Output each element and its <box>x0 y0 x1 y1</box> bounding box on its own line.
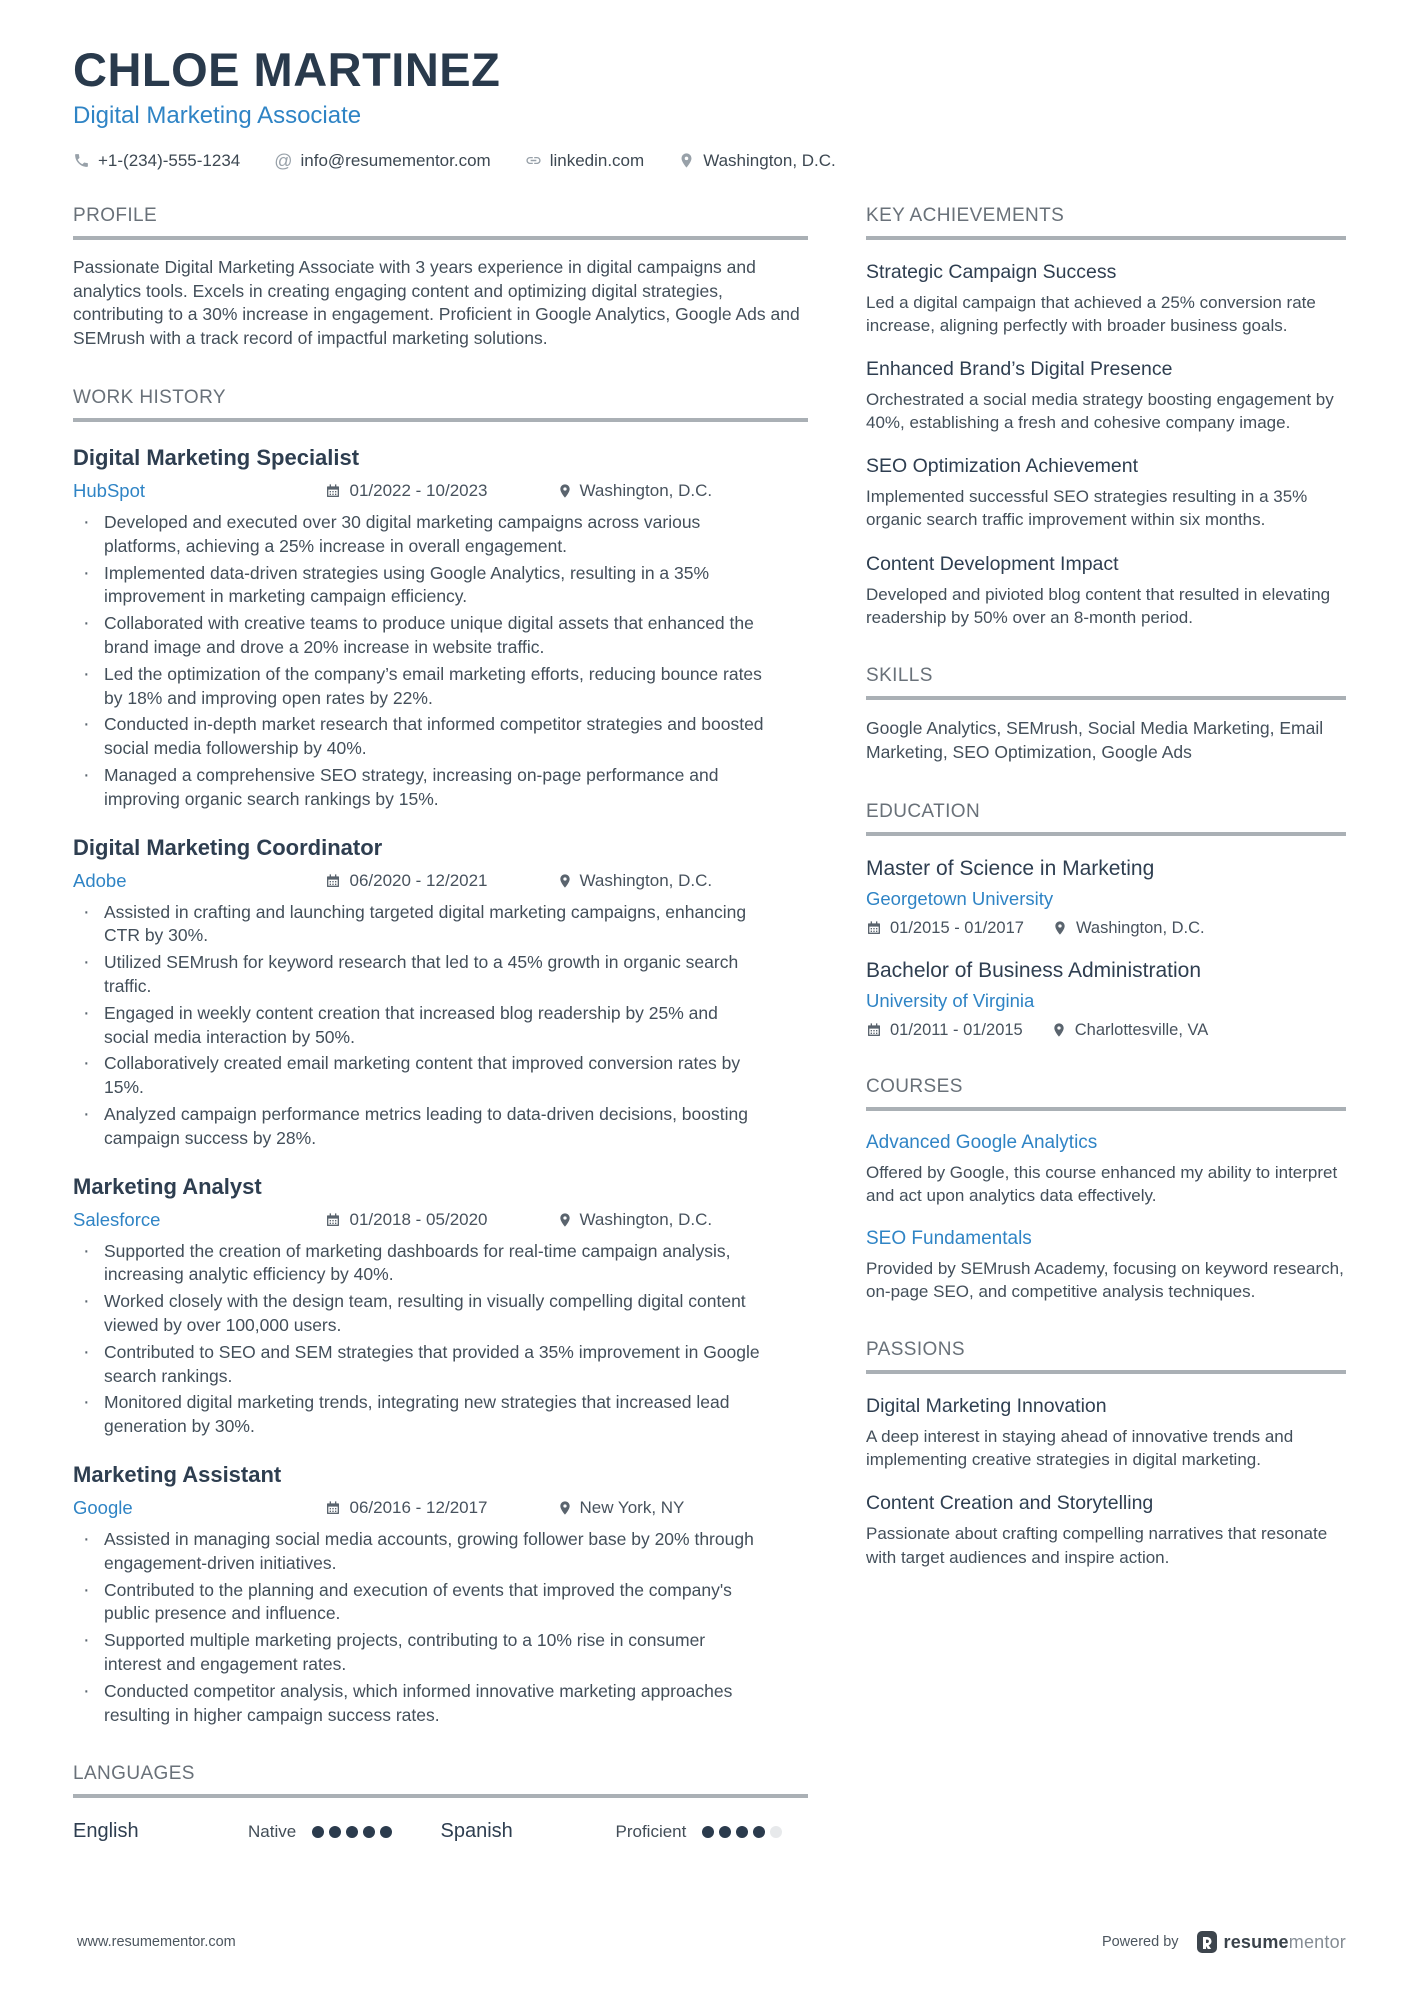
education-dates <box>866 919 1024 938</box>
bullet-item: · Supported multiple marketing projects, contributing to a 10% rise in consumer interest and engagement rates. <box>73 1629 808 1677</box>
job-location <box>557 871 809 891</box>
education-meta <box>866 919 1346 938</box>
job-meta <box>73 1497 808 1519</box>
languages-row <box>73 1820 808 1843</box>
level-dot-filled <box>719 1826 731 1838</box>
achievement-text: Led a digital campaign that achieved a 25% conversion rate increase, aligning perfectly with broader business goals. <box>866 292 1316 335</box>
job-title: Digital Marketing Coordinator <box>73 834 383 860</box>
location-pin-icon <box>1052 920 1068 936</box>
brand-text-bold: resume <box>1223 1931 1289 1952</box>
bullet-item: · Led the optimization of the company’s email marketing efforts, reducing bounce rates by 18% and improving open rates by 22%. <box>73 663 808 711</box>
location-pin-icon <box>557 483 573 499</box>
achievement-title: Content Development Impact <box>866 552 1119 575</box>
work-history-heading: WORK HISTORY <box>73 387 808 422</box>
location-pin-icon <box>557 1500 573 1516</box>
passion-text: Passionate about crafting compelling narratives that resonate with target audiences and inspire action. <box>866 1524 1328 1567</box>
level-dot-filled <box>312 1826 324 1838</box>
content-columns <box>73 205 1346 1879</box>
language-item <box>73 1820 441 1843</box>
section-skills <box>866 665 1346 765</box>
education-location-text: Charlottesville, VA <box>1074 1020 1209 1039</box>
education-location <box>1052 919 1205 938</box>
right-column <box>866 205 1346 1879</box>
contact-location <box>678 151 836 171</box>
job-company: Adobe <box>73 869 127 891</box>
achievement-item <box>866 261 1346 337</box>
job-dates-text: 01/2022 - 10/2023 <box>349 481 488 501</box>
phone-icon <box>73 152 90 169</box>
location-pin-icon <box>678 152 695 169</box>
job-meta <box>73 480 808 502</box>
level-dot-filled <box>329 1826 341 1838</box>
level-dot-filled <box>702 1826 714 1838</box>
section-profile <box>73 205 808 351</box>
bullet-item: · Implemented data-driven strategies using Google Analytics, resulting in a 35% improvement in marketing campaign efficiency. <box>73 562 808 610</box>
contact-phone-text: +1-(234)-555-1234 <box>98 150 241 170</box>
course-title: Advanced Google Analytics <box>866 1131 1098 1153</box>
level-dot-filled <box>736 1826 748 1838</box>
course-title: SEO Fundamentals <box>866 1227 1032 1249</box>
education-heading: EDUCATION <box>866 801 1346 836</box>
passion-item <box>866 1492 1346 1568</box>
course-item <box>866 1132 1346 1207</box>
job-location <box>557 481 809 501</box>
section-languages <box>73 1763 808 1843</box>
passion-text: A deep interest in staying ahead of innovative trends and implementing creative strategies in digital marketing. <box>866 1427 1294 1470</box>
passion-title: Digital Marketing Innovation <box>866 1395 1107 1418</box>
education-location <box>1051 1021 1209 1040</box>
bullet-item: · Assisted in managing social media accounts, growing follower base by 20% through engagement-driven initiatives. <box>73 1528 808 1576</box>
language-name: English <box>73 1820 139 1843</box>
bullet-item: · Managed a comprehensive SEO strategy, increasing on-page performance and improving organic search rankings by 15%. <box>73 764 808 812</box>
bullet-item: · Worked closely with the design team, resulting in visually compelling digital content viewed by over 100,000 users. <box>73 1290 808 1338</box>
language-item <box>441 1820 809 1843</box>
education-dates-text: 01/2015 - 01/2017 <box>890 918 1024 937</box>
job-meta <box>73 870 808 892</box>
powered-by-label: Powered by <box>1101 1934 1179 1950</box>
resumementor-logo-icon <box>1195 1931 1217 1953</box>
job-bullets <box>73 1528 808 1727</box>
language-name: Spanish <box>440 1820 513 1843</box>
education-item <box>866 959 1346 1040</box>
location-pin-icon <box>557 1212 573 1228</box>
bullet-item: · Collaboratively created email marketing content that improved conversion rates by 15%. <box>73 1052 808 1100</box>
resume-header <box>73 43 1346 171</box>
job-dates-text: 06/2016 - 12/2017 <box>349 1497 488 1517</box>
achievement-title: Strategic Campaign Success <box>866 260 1117 283</box>
section-passions <box>866 1339 1346 1568</box>
footer-website-link[interactable]: www.resumementor.com <box>77 1934 236 1950</box>
achievement-text: Orchestrated a social media strategy boosting engagement by 40%, establishing a fresh and cohesive company image. <box>866 390 1334 433</box>
passion-item <box>866 1395 1346 1471</box>
at-icon: @ <box>274 150 293 171</box>
job-company: HubSpot <box>73 480 145 502</box>
job-location-text: New York, NY <box>579 1497 685 1517</box>
achievement-title: SEO Optimization Achievement <box>866 455 1139 478</box>
language-level-dots <box>312 1826 392 1838</box>
bullet-item: · Monitored digital marketing trends, integrating new strategies that increased lead generation by 30%. <box>73 1391 808 1439</box>
job-location-text: Washington, D.C. <box>579 1209 713 1229</box>
education-item <box>866 857 1346 938</box>
bullet-item: · Engaged in weekly content creation that increased blog readership by 25% and social media interaction by 50%. <box>73 1002 808 1050</box>
level-dot-filled <box>346 1826 358 1838</box>
education-dates <box>866 1021 1023 1040</box>
job-bullets <box>73 901 808 1151</box>
education-degree: Bachelor of Business Administration <box>866 958 1202 982</box>
job-dates-text: 01/2018 - 05/2020 <box>349 1209 488 1229</box>
bullet-item: · Conducted competitor analysis, which informed innovative marketing approaches resulting in higher campaign success rates. <box>73 1680 808 1728</box>
language-level-label: Native <box>248 1821 297 1841</box>
bullet-item: · Contributed to the planning and execution of events that improved the company's public presence and influence. <box>73 1579 808 1627</box>
bullet-item: · Utilized SEMrush for keyword research that led to a 45% growth in organic search traffic. <box>73 951 808 999</box>
level-dot-filled <box>753 1826 765 1838</box>
job-location-text: Washington, D.C. <box>579 481 713 501</box>
job-entry <box>73 835 808 1151</box>
calendar-icon <box>325 873 341 889</box>
bullet-item: · Collaborated with creative teams to produce unique digital assets that enhanced the brand image and drove a 20% increase in website traffic. <box>73 612 808 660</box>
contact-email[interactable] <box>274 151 490 171</box>
job-dates <box>325 1210 557 1230</box>
job-entry <box>73 1462 808 1727</box>
job-entry <box>73 1174 808 1439</box>
job-meta <box>73 1209 808 1231</box>
bullet-item: · Supported the creation of marketing dashboards for real-time campaign analysis, increasing analytic efficiency by 40%. <box>73 1240 808 1288</box>
job-bullets <box>73 511 808 812</box>
bullet-item: · Contributed to SEO and SEM strategies that provided a 35% improvement in Google search rankings. <box>73 1341 808 1389</box>
skills-text: Google Analytics, SEMrush, Social Media Marketing, Email Marketing, SEO Optimization, Google Ads <box>866 717 1324 763</box>
left-column <box>73 205 808 1879</box>
education-degree: Master of Science in Marketing <box>866 856 1155 880</box>
calendar-icon <box>325 483 341 499</box>
education-meta <box>866 1021 1346 1040</box>
calendar-icon <box>325 1212 341 1228</box>
candidate-name: CHLOE MARTINEZ <box>73 43 501 96</box>
job-dates <box>325 871 557 891</box>
profile-heading: PROFILE <box>73 205 808 240</box>
page-footer <box>77 1931 1346 1953</box>
section-courses <box>866 1076 1346 1303</box>
achievement-item <box>866 455 1346 531</box>
courses-heading: COURSES <box>866 1076 1346 1111</box>
course-text: Provided by SEMrush Academy, focusing on keyword research, on-page SEO, and competitive analysis techniques. <box>866 1258 1344 1302</box>
job-dates <box>325 481 557 501</box>
achievements-heading: KEY ACHIEVEMENTS <box>866 205 1346 240</box>
achievement-title: Enhanced Brand’s Digital Presence <box>866 358 1173 381</box>
education-school: Georgetown University <box>866 887 1054 909</box>
level-dot-empty <box>770 1826 782 1838</box>
course-item <box>866 1228 1346 1303</box>
calendar-icon <box>325 1500 341 1516</box>
profile-text: Passionate Digital Marketing Associate with 3 years experience in digital campaigns and analytics tools. Excels in creating engaging content and optimizing digital strategies, contributing to a 30% increase in engagement. Proficient in Google Analytics, Google Ads and SEMrush with a track record of impactful marketing solutions. <box>73 256 800 349</box>
job-company: Google <box>73 1496 133 1518</box>
brand-text-light: mentor <box>1288 1931 1346 1952</box>
skills-heading: SKILLS <box>866 665 1346 700</box>
contact-phone <box>73 151 240 171</box>
section-work-history <box>73 387 808 1727</box>
section-education <box>866 801 1346 1040</box>
job-entry <box>73 445 808 812</box>
contact-row <box>73 151 1346 171</box>
candidate-title: Digital Marketing Associate <box>73 101 362 129</box>
job-title: Marketing Analyst <box>73 1173 262 1199</box>
contact-link[interactable] <box>525 151 645 171</box>
languages-heading: LANGUAGES <box>73 1763 808 1798</box>
job-bullets <box>73 1240 808 1439</box>
achievement-item <box>866 553 1346 629</box>
powered-by <box>1102 1931 1346 1953</box>
section-key-achievements <box>866 205 1346 629</box>
education-location-text: Washington, D.C. <box>1075 918 1205 937</box>
level-dot-filled <box>380 1826 392 1838</box>
language-level-dots <box>702 1826 782 1838</box>
job-title: Marketing Assistant <box>73 1461 282 1487</box>
achievement-item <box>866 358 1346 434</box>
level-dot-filled <box>363 1826 375 1838</box>
contact-location-text: Washington, D.C. <box>703 150 836 170</box>
bullet-item: · Conducted in-depth market research that informed competitor strategies and boosted social media followership by 40%. <box>73 713 808 761</box>
bullet-item: · Analyzed campaign performance metrics leading to data-driven decisions, boosting campaign success by 28%. <box>73 1103 808 1151</box>
bullet-item: · Assisted in crafting and launching targeted digital marketing campaigns, enhancing CTR by 30%. <box>73 901 808 949</box>
brand-text <box>1224 1932 1346 1953</box>
bullet-item: · Developed and executed over 30 digital marketing campaigns across various platforms, achieving a 25% increase in overall engagement. <box>73 511 808 559</box>
course-text: Offered by Google, this course enhanced my ability to interpret and act upon analytics data effectively. <box>866 1162 1338 1205</box>
location-pin-icon <box>557 873 573 889</box>
location-pin-icon <box>1051 1022 1067 1038</box>
job-dates <box>325 1498 557 1518</box>
achievement-text: Developed and pivioted blog content that resulted in elevating readership by 50% over an 8-month period. <box>866 584 1331 627</box>
education-dates-text: 01/2011 - 01/2015 <box>890 1020 1023 1039</box>
language-level-label: Proficient <box>615 1821 687 1841</box>
resumementor-logo[interactable] <box>1195 1931 1346 1953</box>
passions-heading: PASSIONS <box>866 1339 1346 1374</box>
job-company: Salesforce <box>73 1208 161 1230</box>
calendar-icon <box>866 1022 882 1038</box>
education-school: University of Virginia <box>866 989 1035 1011</box>
job-dates-text: 06/2020 - 12/2021 <box>349 870 488 890</box>
job-title: Digital Marketing Specialist <box>73 445 360 471</box>
achievement-text: Implemented successful SEO strategies resulting in a 35% organic search traffic improvement within six months. <box>866 487 1308 530</box>
job-location <box>557 1498 809 1518</box>
job-location <box>557 1210 809 1230</box>
passion-title: Content Creation and Storytelling <box>866 1492 1154 1515</box>
link-icon <box>525 152 542 169</box>
job-location-text: Washington, D.C. <box>579 870 713 890</box>
calendar-icon <box>866 920 882 936</box>
contact-email-text: info@resumementor.com <box>300 150 491 170</box>
contact-link-text: linkedin.com <box>549 150 645 170</box>
